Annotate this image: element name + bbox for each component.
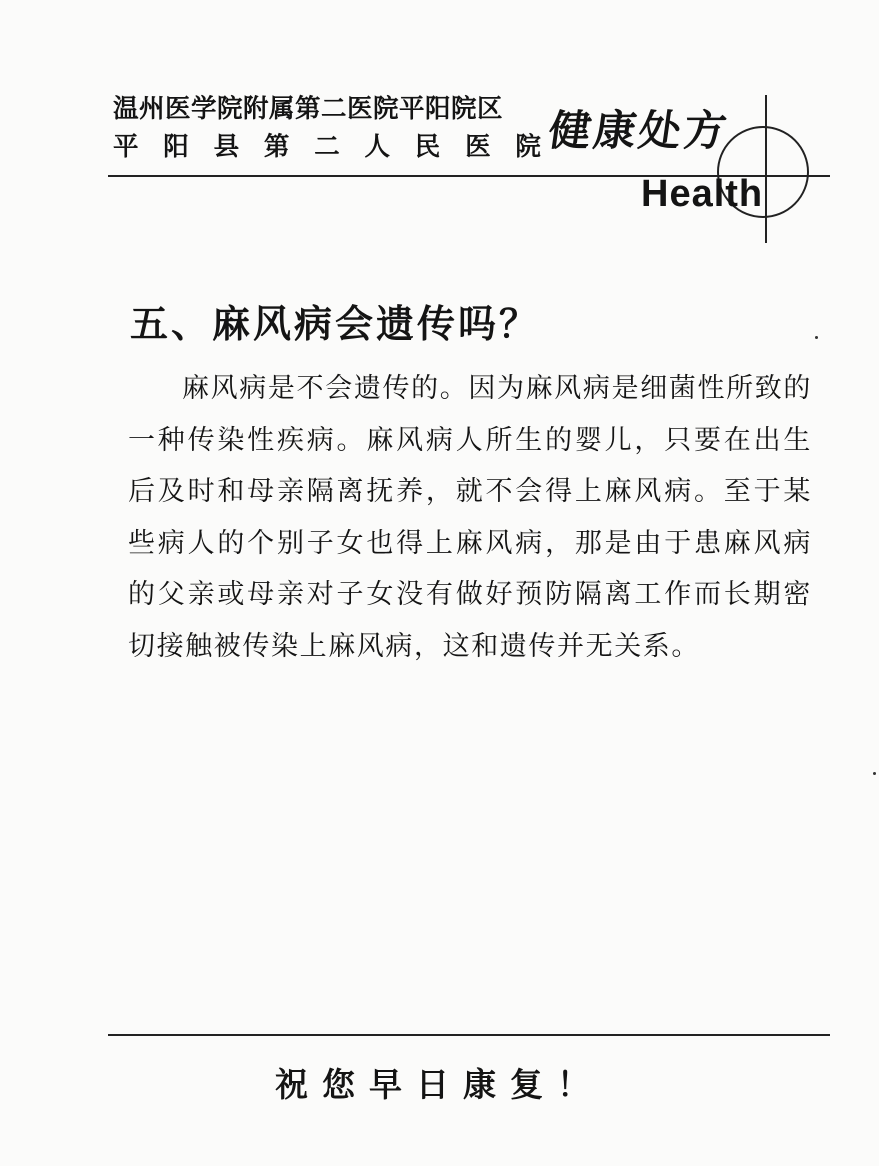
section-title: 五、麻风病会遗传吗？ (130, 301, 541, 346)
health-prescription-title: 健康处方 (545, 106, 733, 155)
scan-speck (815, 336, 818, 339)
hospital-name-char: 人 (364, 132, 390, 162)
hospital-name-char: 县 (213, 132, 240, 162)
crosshair-vertical-line (765, 95, 767, 243)
footer-wish: 祝您早日康复！ (275, 1065, 604, 1104)
hospital-name-char: 医 (465, 132, 491, 162)
hospital-name-char: 平 (113, 132, 139, 162)
hospital-name-line2 (113, 132, 541, 162)
hospital-name-char: 民 (414, 132, 441, 162)
hospital-name-line1: 温州医学院附属第二医院平阳院区 (113, 94, 504, 124)
hospital-name-char: 阳 (163, 132, 189, 162)
health-label: Health (641, 173, 764, 215)
body-paragraph: 麻风病是不会遗传的。因为麻风病是细菌性所致的一种传染性疾病。麻风病人所生的婴儿，只要在出生后及时和母亲隔离抚养，就不会得上麻风病。至于某些病人的个别子女也得上麻风病，那是由于患麻风病的父亲或母亲对子女没有做好预防隔离工作而长期密切接触被传染上麻风病，这和遗传并无关系。 (128, 373, 812, 662)
hospital-name-char: 二 (314, 132, 340, 162)
hospital-name-char: 第 (263, 132, 290, 162)
footer-divider (108, 1034, 830, 1036)
scan-speck (873, 772, 876, 775)
hospital-name-char: 院 (515, 132, 541, 162)
